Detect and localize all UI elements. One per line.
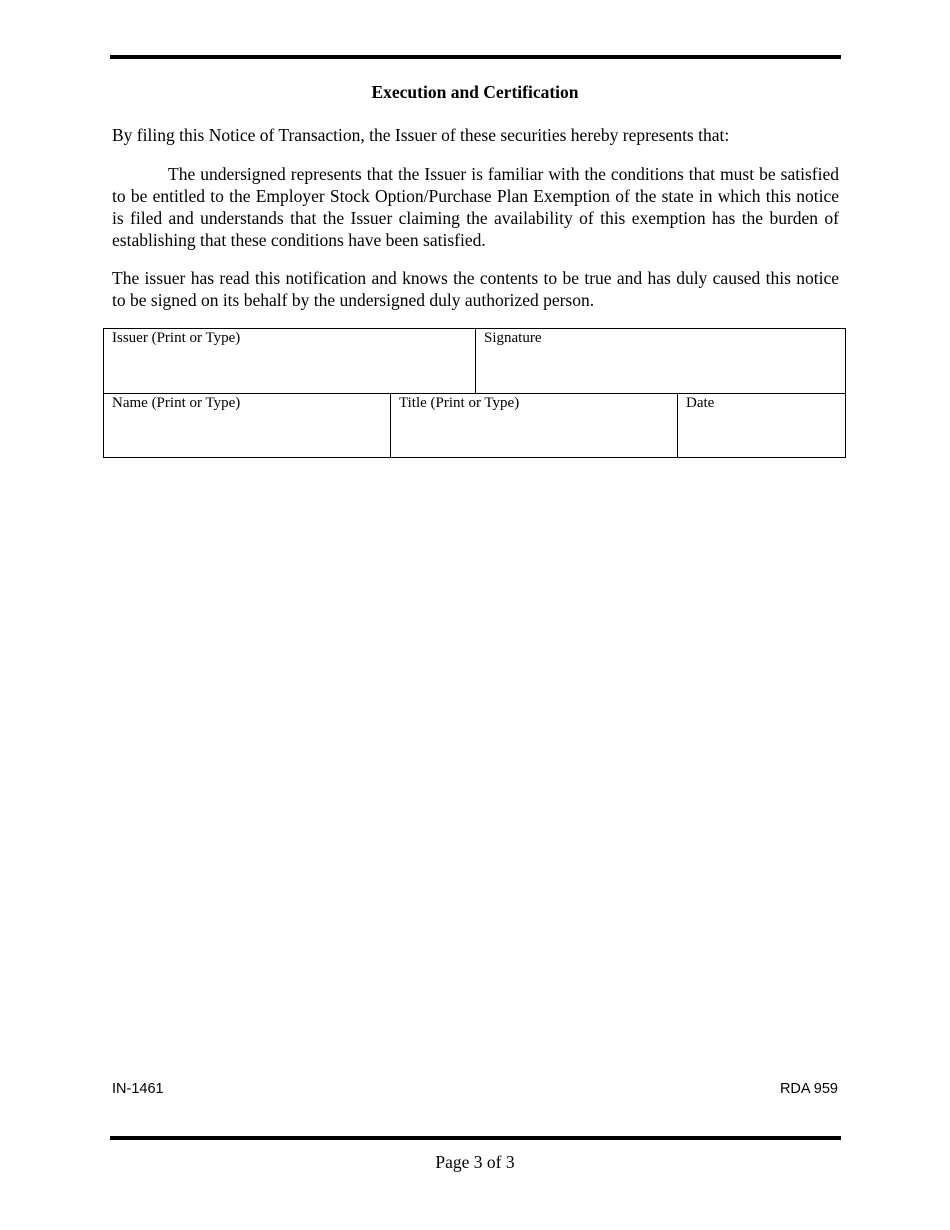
date-field[interactable] [678, 394, 846, 458]
rda-code: RDA 959 [779, 1081, 838, 1097]
signature-field[interactable] [476, 329, 846, 394]
title-field-label: Title (Print or Type) [399, 395, 520, 411]
representation-paragraph: The undersigned represents that the Issuer is familiar with the conditions that must be satisfied to be entitled to the Employer Stock Option/Purchase Plan Exemption of the state in which this notice is filed and understands that the Issuer claiming the availability of this exemption has the burden of establishing that these conditions have been satisfied. [112, 164, 839, 250]
issuer-field-label: Issuer (Print or Type) [112, 330, 241, 346]
name-field[interactable] [104, 394, 391, 458]
attestation-paragraph: The issuer has read this notification and knows the contents to be true and has duly caused this notice to be signed on its behalf by the undersigned duly authorized person. [112, 268, 839, 310]
signature-form-table [103, 328, 846, 458]
signature-field-label: Signature [484, 330, 542, 346]
top-rule [110, 55, 841, 59]
form-id: IN-1461 [112, 1081, 164, 1097]
issuer-field[interactable] [104, 329, 476, 394]
page-number: Page 3 of 3 [435, 1152, 515, 1172]
date-field-label: Date [686, 395, 715, 411]
section-heading: Execution and Certification [371, 82, 579, 102]
intro-paragraph: By filing this Notice of Transaction, the Issuer of these securities hereby represents that: [112, 125, 730, 145]
bottom-rule [110, 1136, 841, 1140]
name-field-label: Name (Print or Type) [112, 395, 241, 411]
title-field[interactable] [391, 394, 678, 458]
